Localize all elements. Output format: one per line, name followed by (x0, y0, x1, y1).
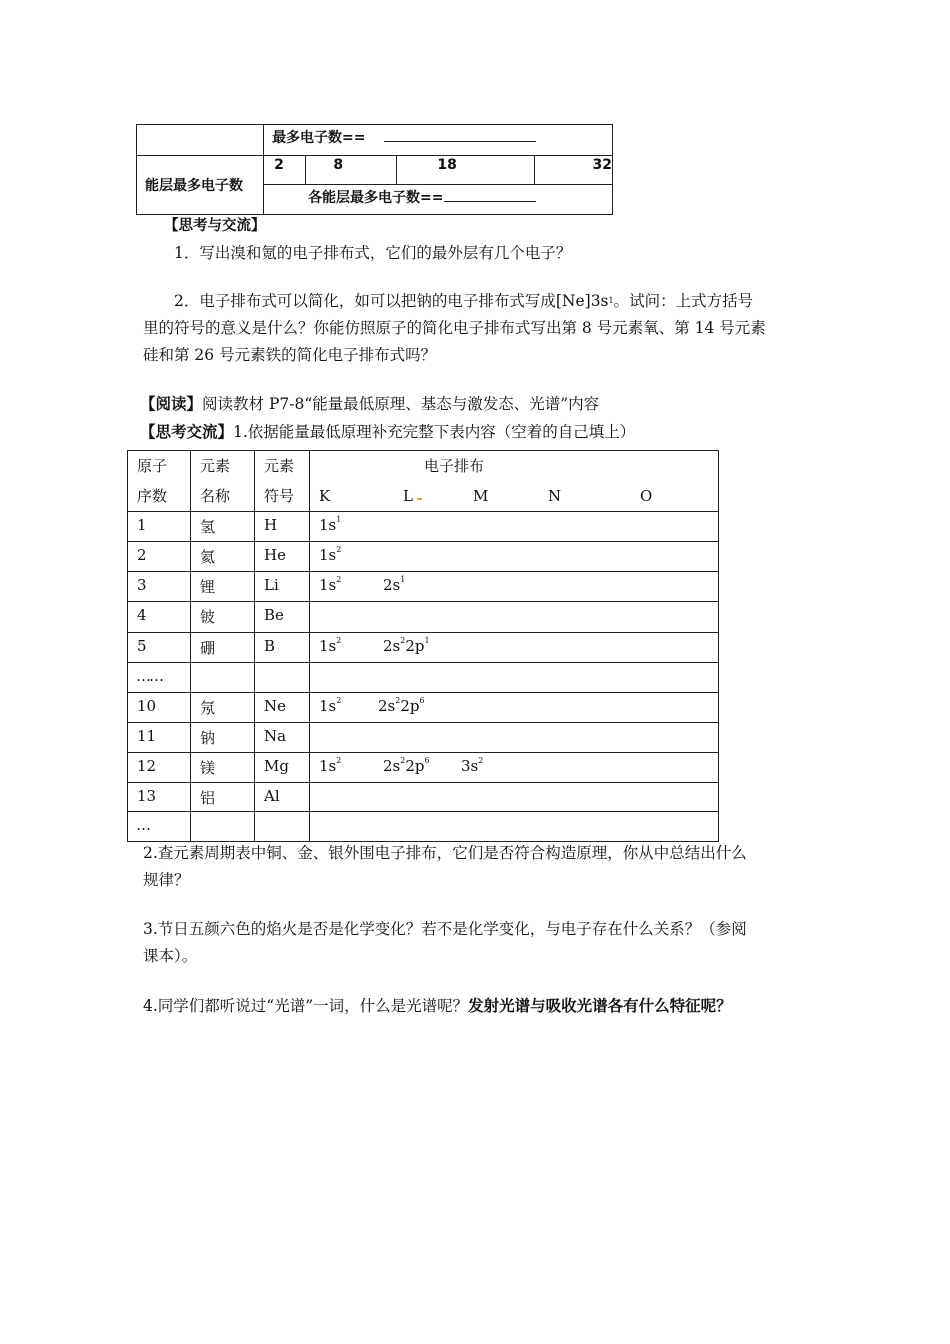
element-symbol-cell: H (255, 512, 310, 542)
table-row (128, 783, 719, 812)
empty-cell (137, 125, 264, 156)
electron-config-cell (310, 542, 719, 572)
orbital: 3s (461, 757, 479, 775)
orbital: 2s (383, 757, 401, 775)
shell-config (319, 576, 341, 594)
atomic-number-cell: 11 (128, 723, 191, 753)
shell-labels (319, 481, 718, 511)
table-row (128, 663, 719, 693)
element-symbol-cell: He (255, 542, 310, 572)
table-row (128, 572, 719, 602)
electron-count: 2 (478, 756, 484, 765)
question-2-line-1: 2．电子排布式可以简化，如可以把钠的电子排布式写成$[Ne]3s^1$。试问：上式方括号 (174, 292, 754, 310)
orbital: 2s (383, 637, 401, 655)
table-row (128, 753, 719, 783)
atomic-number-cell: 2 (128, 542, 191, 572)
question-fireworks-1: 3.节日五颜六色的焰火是否是化学变化？若不是化学变化，与电子存在什么关系？（参阅 (143, 920, 747, 938)
element-symbol-cell: Mg (255, 753, 310, 783)
shell-config (461, 757, 483, 775)
electron-count: 2 (336, 756, 342, 765)
element-name-cell: 铝 (191, 783, 255, 812)
max-electrons-cell (264, 125, 613, 156)
shell-o: O (640, 487, 653, 505)
electron-count: 2 (400, 636, 406, 645)
shell-n: N (548, 487, 562, 505)
header-atomic-number: 原子 序数 (128, 451, 191, 512)
element-name-cell: 氖 (191, 693, 255, 723)
orbital: 1s (319, 546, 337, 564)
atomic-number-cell: 4 (128, 602, 191, 633)
table-row (128, 723, 719, 753)
element-name-cell: 锂 (191, 572, 255, 602)
header-config-label: 电子排布 (424, 457, 485, 475)
question-1: 1．写出溴和氪的电子排布式，它们的最外层有几个电子？ (174, 244, 572, 262)
element-symbol-cell: Al (255, 783, 310, 812)
row-label: 能层最多电子数 (137, 156, 264, 215)
table-row (128, 812, 719, 842)
element-name-cell (191, 663, 255, 693)
shell-m: M (473, 487, 489, 505)
orbital: 1s (319, 637, 337, 655)
element-symbol-cell (255, 663, 310, 693)
atomic-number-cell: 13 (128, 783, 191, 812)
element-symbol-cell (255, 812, 310, 842)
shell-config (319, 516, 341, 534)
element-name-cell: 镁 (191, 753, 255, 783)
orbital: 2p (400, 697, 420, 715)
atomic-number-cell: 3 (128, 572, 191, 602)
element-symbol-cell: Be (255, 602, 310, 633)
table-row (128, 512, 719, 542)
element-symbol-cell: Ne (255, 693, 310, 723)
answer-blank[interactable] (384, 129, 536, 142)
orbital: 2s (383, 576, 401, 594)
electron-count: 2 (336, 696, 342, 705)
capacity-l: 8 (306, 156, 397, 185)
electron-count: 2 (400, 756, 406, 765)
shell-capacity-table (136, 124, 613, 215)
electron-count: 2 (336, 575, 342, 584)
atomic-number-cell: … (128, 812, 191, 842)
question-copper-gold-silver-2: 规律？ (143, 871, 190, 889)
orbital: 2s (378, 697, 396, 715)
electron-config-cell (310, 572, 719, 602)
electron-count: 6 (419, 696, 425, 705)
shell-config (383, 576, 405, 594)
max-electrons-label: 最多电子数== (272, 130, 366, 146)
shell-l: L (403, 487, 413, 505)
element-name-cell (191, 812, 255, 842)
question-copper-gold-silver-1: 2.查元素周期表中铜、金、银外围电子排布，它们是否符合构造原理，你从中总结出什么 (143, 844, 747, 862)
element-symbol-cell: Li (255, 572, 310, 602)
each-shell-label: 各能层最多电子数== (308, 190, 444, 206)
electron-config-cell[interactable] (310, 812, 719, 842)
header-element-name: 元素 名称 (191, 451, 255, 512)
orbital: 1s (319, 516, 337, 534)
electron-config-cell (310, 753, 719, 783)
answer-blank[interactable] (444, 189, 536, 202)
orbital: 1s (319, 697, 337, 715)
section-title-think: 【思考与交流】 (164, 218, 266, 234)
shell-config (319, 697, 341, 715)
capacity-k: 2 (264, 156, 306, 185)
electron-config-cell[interactable] (310, 783, 719, 812)
table-row (128, 542, 719, 572)
atomic-number-cell: …… (128, 663, 191, 693)
shell-config (383, 637, 430, 655)
mark (417, 498, 422, 500)
orbital: 1s (319, 757, 337, 775)
element-name-cell: 铍 (191, 602, 255, 633)
orbital: 2p (405, 757, 425, 775)
electron-config-cell (310, 693, 719, 723)
atomic-number-cell: 5 (128, 633, 191, 663)
shell-config (319, 637, 341, 655)
header-electron-config (310, 451, 719, 512)
electron-count: 1 (424, 636, 430, 645)
table-row (128, 633, 719, 663)
reading-instruction: 【阅读】阅读教材 P7-8“能量最低原理、基态与激发态、光谱”内容 (140, 395, 600, 413)
orbital: 1s (319, 576, 337, 594)
electron-config-cell (310, 512, 719, 542)
electron-count: 1 (400, 575, 406, 584)
electron-count: 1 (336, 515, 342, 524)
element-name-cell: 氢 (191, 512, 255, 542)
electron-configuration-table (127, 450, 719, 842)
electron-count: 2 (336, 636, 342, 645)
electron-config-cell[interactable] (310, 723, 719, 753)
electron-count: 6 (424, 756, 430, 765)
atomic-number-cell: 10 (128, 693, 191, 723)
capacity-n: 32 (534, 156, 612, 185)
element-name-cell: 钠 (191, 723, 255, 753)
each-shell-cell (264, 185, 613, 215)
electron-count: 2 (336, 545, 342, 554)
electron-count: 2 (395, 696, 401, 705)
question-fireworks-2: 课本）。 (143, 947, 198, 965)
question-2-line-3: 硅和第 26 号元素铁的简化电子排布式吗？ (143, 346, 437, 364)
shell-config (319, 546, 341, 564)
table-row (128, 693, 719, 723)
electron-config-cell (310, 633, 719, 663)
think-discuss-instruction: 【思考交流】1.依据能量最低原理补充完整下表内容（空着的自己填上） (140, 423, 636, 441)
element-symbol-cell: B (255, 633, 310, 663)
element-symbol-cell: Na (255, 723, 310, 753)
orbital: 2p (405, 637, 425, 655)
question-spectrum: 4.同学们都听说过“光谱”一词，什么是光谱呢？发射光谱与吸收光谱各有什么特征呢？ (143, 997, 732, 1015)
shell-config (383, 757, 430, 775)
capacity-m: 18 (397, 156, 534, 185)
electron-config-cell[interactable] (310, 602, 719, 633)
shell-k: K (319, 487, 331, 505)
question-2-line-2: 里的符号的意义是什么？你能仿照原子的简化电子排布式写出第 8 号元素氧、第 14 号元素 (143, 319, 766, 337)
atomic-number-cell: 12 (128, 753, 191, 783)
shell-config (378, 697, 425, 715)
table-row (128, 602, 719, 633)
electron-config-cell[interactable] (310, 663, 719, 693)
element-name-cell: 氦 (191, 542, 255, 572)
atomic-number-cell: 1 (128, 512, 191, 542)
header-element-symbol: 元素 符号 (255, 451, 310, 512)
element-name-cell: 硼 (191, 633, 255, 663)
shell-config (319, 757, 341, 775)
